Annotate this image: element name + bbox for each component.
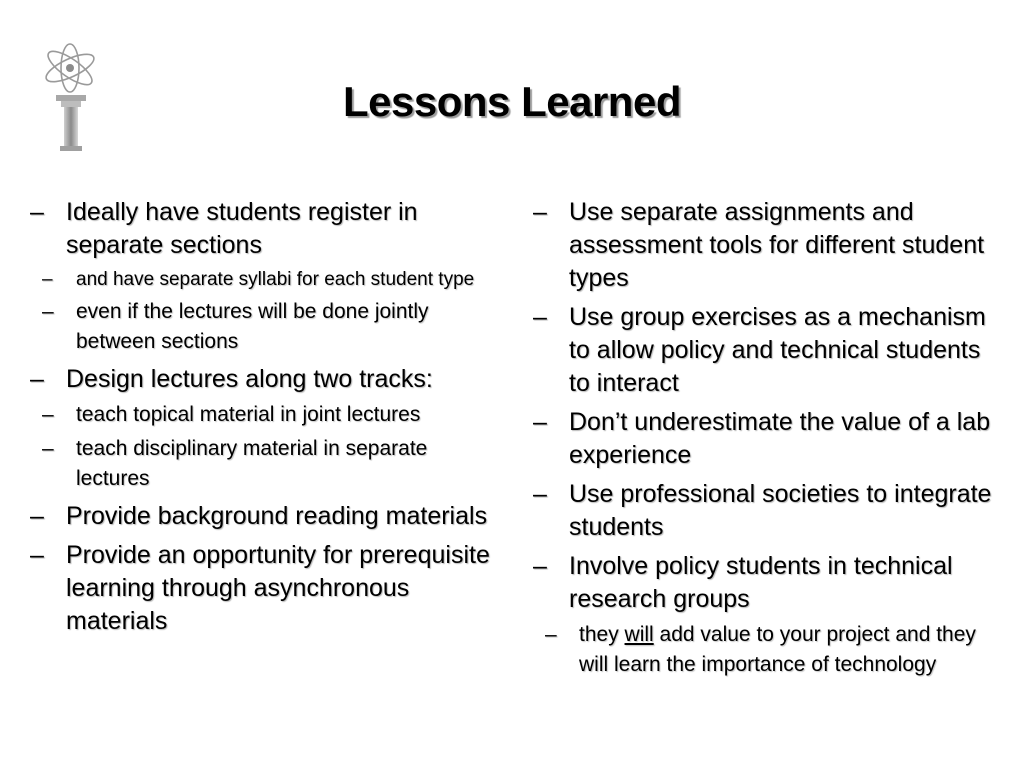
dash-bullet: – bbox=[42, 269, 53, 290]
list-item bbox=[30, 196, 500, 262]
list-item bbox=[533, 301, 1003, 400]
sub-list-item bbox=[545, 620, 1003, 680]
list-item bbox=[533, 196, 1003, 295]
sub-list-item bbox=[42, 297, 500, 357]
list-item bbox=[30, 500, 500, 533]
dash-bullet: – bbox=[30, 502, 44, 530]
right-bullet-column bbox=[533, 196, 1003, 686]
dash-bullet: – bbox=[533, 480, 547, 508]
bullet-text: Provide an opportunity for prerequisite learning through asynchronous materials bbox=[66, 541, 490, 635]
dash-bullet: – bbox=[42, 300, 54, 323]
sub-list-item bbox=[42, 400, 500, 430]
list-item bbox=[533, 478, 1003, 544]
sub-bullet-text-before: they bbox=[579, 623, 625, 646]
bullet-text: Use group exercises as a mechanism to allow policy and technical students to interact bbox=[569, 303, 986, 397]
dash-bullet: – bbox=[42, 437, 54, 460]
list-item bbox=[533, 406, 1003, 472]
bullet-text: Ideally have students register in separate sections bbox=[66, 198, 418, 259]
sub-bullet-text: and have separate syllabi for each student type bbox=[76, 269, 475, 290]
dash-bullet: – bbox=[533, 552, 547, 580]
list-item bbox=[30, 363, 500, 396]
bullet-text: Use separate assignments and assessment tools for different student types bbox=[569, 198, 985, 292]
sub-list-item bbox=[42, 434, 500, 494]
slide-title: Lessons Learned bbox=[343, 78, 681, 125]
dash-bullet: – bbox=[42, 403, 54, 426]
bullet-text: Involve policy students in technical research groups bbox=[569, 552, 953, 613]
dash-bullet: – bbox=[545, 623, 557, 646]
sub-bullet-text: even if the lectures will be done jointly between sections bbox=[76, 300, 429, 353]
list-item bbox=[30, 539, 500, 638]
dash-bullet: – bbox=[30, 198, 44, 226]
left-bullet-column bbox=[30, 196, 500, 644]
dash-bullet: – bbox=[533, 198, 547, 226]
sub-list-item bbox=[42, 266, 500, 293]
bullet-text: Design lectures along two tracks: bbox=[66, 365, 433, 393]
underlined-emphasis: will bbox=[624, 623, 654, 646]
bullet-text: Provide background reading materials bbox=[66, 502, 488, 530]
dash-bullet: – bbox=[30, 365, 44, 393]
bullet-text: Use professional societies to integrate students bbox=[569, 480, 992, 541]
list-item bbox=[533, 550, 1003, 616]
sub-bullet-text: teach disciplinary material in separate lectures bbox=[76, 437, 428, 490]
sub-bullet-text: teach topical material in joint lectures bbox=[76, 403, 421, 426]
dash-bullet: – bbox=[533, 303, 547, 331]
sub-bullet-text-after: add value to your project and they will learn the importance of technology bbox=[579, 623, 976, 676]
dash-bullet: – bbox=[30, 541, 44, 569]
dash-bullet: – bbox=[533, 408, 547, 436]
bullet-text: Don’t underestimate the value of a lab experience bbox=[569, 408, 991, 469]
